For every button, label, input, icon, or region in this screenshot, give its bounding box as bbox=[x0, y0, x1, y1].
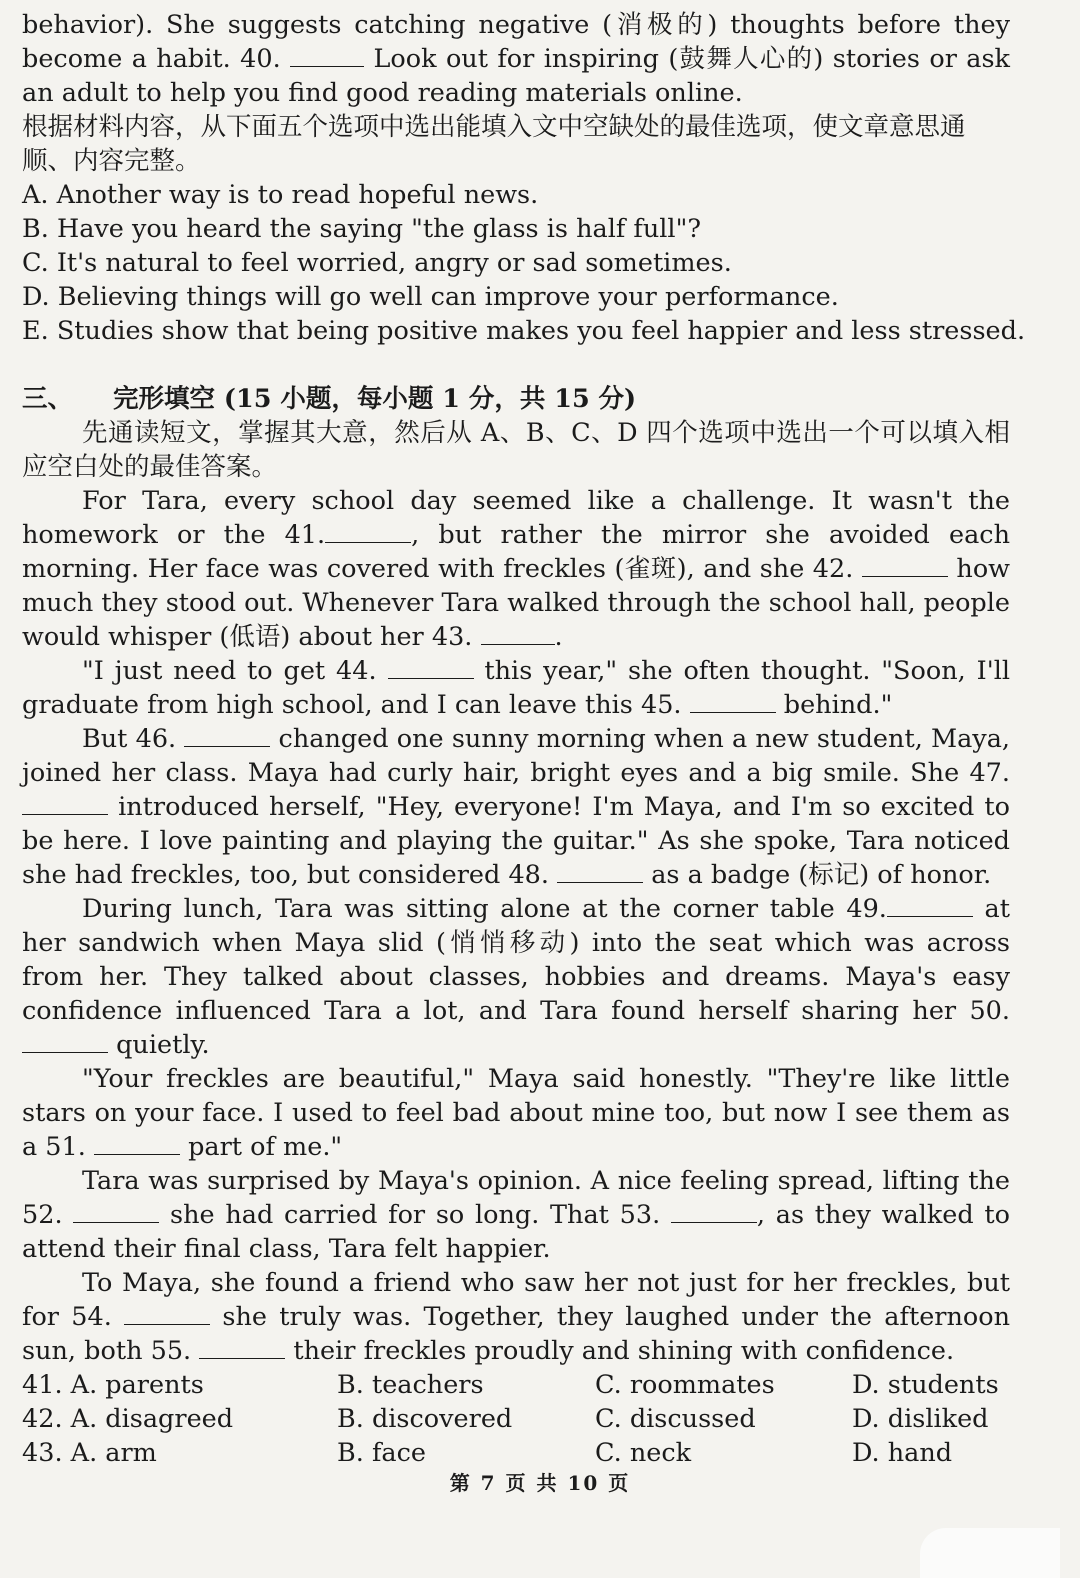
question-41-option-d: D. students bbox=[852, 1370, 999, 1400]
blank-40 bbox=[290, 46, 364, 67]
blank-41 bbox=[325, 522, 411, 543]
blank-43 bbox=[481, 624, 555, 645]
passage-paragraph-2 bbox=[22, 654, 1010, 722]
option-c: C. It's natural to feel worried, angry or sad sometimes. bbox=[22, 248, 732, 278]
passage-text: , but rather the mirror she avoided each morning. Her face was covered with freckles (雀斑), and she 42. bbox=[22, 520, 1011, 584]
passage-text: "I just need to get 44. bbox=[82, 656, 377, 686]
passage-text: For Tara, every school day seemed like a challenge. It wasn't the homework or the 41. bbox=[22, 486, 1010, 550]
section-title: 完形填空 (15 小题，每小题 1 分，共 15 分) bbox=[113, 384, 637, 414]
passage-text: To Maya, she found a friend who saw her not just for her freckles, but for 54. bbox=[22, 1268, 1010, 1332]
question-42-option-b: B. discovered bbox=[337, 1404, 513, 1434]
blank-47 bbox=[22, 794, 108, 815]
question-43-option-c: C. neck bbox=[595, 1438, 692, 1468]
intro-line-1: behavior). She suggests catching negative (消极的) thoughts before they become a bbox=[22, 10, 1010, 74]
passage-text: their freckles proudly and shining with confidence. bbox=[293, 1336, 955, 1366]
passage-paragraph-7 bbox=[22, 1266, 1010, 1368]
option-e: E. Studies show that being positive makes you feel happier and less stressed. bbox=[22, 316, 1026, 346]
question-choices bbox=[22, 1368, 1010, 1470]
question-42-option-a: 42. A. disagreed bbox=[22, 1404, 234, 1434]
blank-45 bbox=[690, 692, 776, 713]
section-number: 三、 bbox=[22, 384, 74, 414]
photo-glare-corner bbox=[920, 1528, 1060, 1578]
question-41-option-b: B. teachers bbox=[337, 1370, 484, 1400]
blank-50 bbox=[22, 1032, 108, 1053]
passage-text: changed one sunny morning when a new student, Maya, joined her class. Maya had curly hair, bright eyes and a big smile. She 47. bbox=[22, 724, 1011, 788]
blank-49 bbox=[887, 896, 973, 917]
passage-text: at her sandwich when Maya slid (悄悄移动) into the seat which was across from her. They talked about classes, hobbies and dreams. Maya's easy confidence influenced Tara a lot, and Tara found herself sharing her 50. bbox=[22, 894, 1010, 1026]
passage-text: this year," she often thought. "Soon, I'll graduate from high school, and I can leave this 45. bbox=[22, 656, 1011, 720]
section-heading bbox=[22, 382, 1010, 416]
passage-paragraph-3 bbox=[22, 722, 1010, 892]
passage-text: , as they walked to attend their final class, Tara felt happier. bbox=[22, 1200, 1010, 1264]
passage-text: quietly. bbox=[116, 1030, 210, 1060]
blank-53 bbox=[671, 1202, 757, 1223]
blank-46 bbox=[184, 726, 270, 747]
option-a: A. Another way is to read hopeful news. bbox=[22, 180, 539, 210]
blank-42 bbox=[862, 556, 948, 577]
question-43-row bbox=[22, 1436, 1010, 1470]
passage-paragraph-4 bbox=[22, 892, 1010, 1062]
blank-51 bbox=[94, 1134, 180, 1155]
option-d: D. Believing things will go well can improve your performance. bbox=[22, 282, 839, 312]
passage-paragraph-6 bbox=[22, 1164, 1010, 1266]
option-b: B. Have you heard the saying "the glass is half full"? bbox=[22, 214, 701, 244]
passage-text: Tara was surprised by Maya's opinion. A nice feeling spread, lifting the 52. bbox=[22, 1166, 1010, 1230]
passage-text: part of me." bbox=[188, 1132, 343, 1162]
passage-text: But 46. bbox=[82, 724, 177, 754]
passage-text: how much they stood out. Whenever Tara walked through the school hall, people would whisper (低语) about her 43. bbox=[22, 554, 1011, 652]
passage-paragraph-1 bbox=[22, 484, 1010, 654]
page-number-footer: 第 7 页 共 10 页 bbox=[449, 1471, 631, 1495]
question-41-option-a: 41. A. parents bbox=[22, 1370, 204, 1400]
blank-52 bbox=[73, 1202, 159, 1223]
passage-text: . bbox=[554, 622, 563, 652]
seven-choice-instruction: 根据材料内容，从下面五个选项中选出能填入文中空缺处的最佳选项，使文章意思通顺、内容完整。 bbox=[22, 112, 966, 176]
passage-text: introduced herself, "Hey, everyone! I'm Maya, and I'm so excited to be here. I love painting and playing the guitar." As she spoke, Tara noticed she had freckles, too, but considered 48. bbox=[22, 792, 1010, 890]
intro-line-2: habit. 40. bbox=[156, 44, 281, 74]
question-42-row bbox=[22, 1402, 1010, 1436]
passage-text: "Your freckles are beautiful," Maya said honestly. "They're like little stars on your face. I used to feel bad about mine too, but now I see them as a 51. bbox=[22, 1064, 1010, 1162]
passage-text: as a badge (标记) of honor. bbox=[651, 860, 992, 890]
blank-55 bbox=[199, 1338, 285, 1359]
question-42-option-c: C. discussed bbox=[595, 1404, 756, 1434]
question-43-option-d: D. hand bbox=[852, 1438, 953, 1468]
question-43-option-a: 43. A. arm bbox=[22, 1438, 157, 1468]
question-41-option-c: C. roommates bbox=[595, 1370, 775, 1400]
intro-line-3: Look out for inspiring (鼓舞人心的) stories or ask an adult to bbox=[22, 44, 1011, 108]
question-42-option-d: D. disliked bbox=[852, 1404, 989, 1434]
passage-text: she had carried for so long. That 53. bbox=[170, 1200, 661, 1230]
passage-paragraph-5 bbox=[22, 1062, 1010, 1164]
intro-line-4: help you find good reading materials online. bbox=[169, 78, 743, 108]
passage-text: behind." bbox=[783, 690, 893, 720]
passage-text: she truly was. Together, they laughed under the afternoon sun, both 55. bbox=[22, 1302, 1011, 1366]
blank-48 bbox=[557, 862, 643, 883]
section-instruction: 先通读短文，掌握其大意，然后从 A、B、C、D 四个选项中选出一个可以填入相应空白处的最佳答案。 bbox=[22, 418, 1010, 482]
question-43-option-b: B. face bbox=[337, 1438, 426, 1468]
blank-44 bbox=[388, 658, 474, 679]
passage-text: During lunch, Tara was sitting alone at the corner table 49. bbox=[82, 894, 887, 924]
intro-paragraph bbox=[22, 8, 1010, 110]
question-41-row bbox=[22, 1368, 1010, 1402]
blank-54 bbox=[124, 1304, 210, 1325]
